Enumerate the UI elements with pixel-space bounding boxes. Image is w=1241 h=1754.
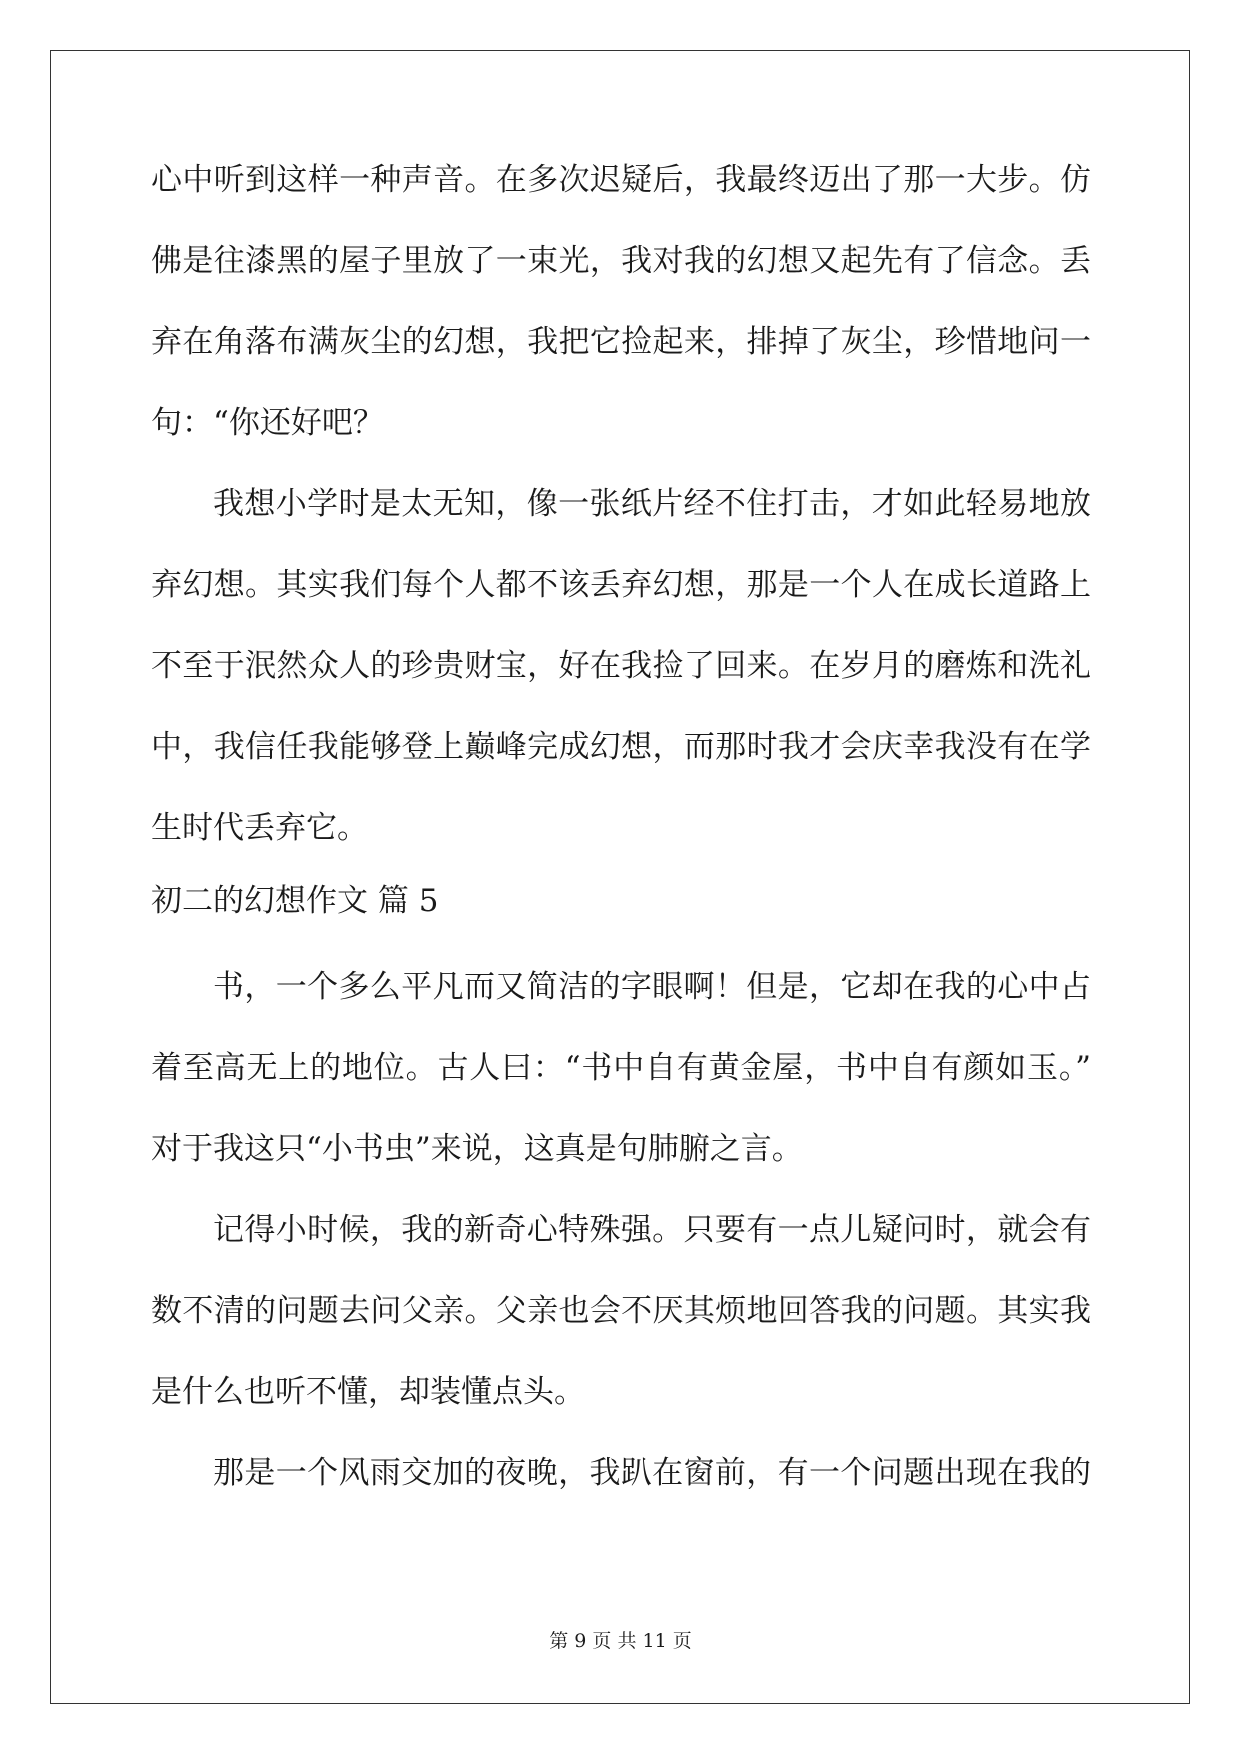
text-line: 着至高无上的地位。古人曰：“书中自有黄金屋，书中自有颜如玉。” (151, 1050, 1091, 1086)
text-line: 数不清的问题去问父亲。父亲也会不厌其烦地回答我的问题。其实我 (151, 1293, 1091, 1329)
text-line: 那是一个风雨交加的夜晚，我趴在窗前，有一个问题出现在我的 (213, 1455, 1091, 1491)
text-line: 对于我这只“小书虫”来说，这真是句肺腑之言。 (151, 1131, 803, 1167)
text-line: 书，一个多么平凡而又简洁的字眼啊！但是，它却在我的心中占 (213, 969, 1091, 1005)
text-line: 我想小学时是太无知，像一张纸片经不住打击，才如此轻易地放 (213, 486, 1091, 522)
page-number-footer: 第 9 页 共 11 页 (549, 1630, 692, 1652)
section-heading: 初二的幻想作文 篇 5 (151, 883, 439, 919)
text-line: 生时代丢弃它。 (151, 810, 368, 846)
text-line: 弃在角落布满灰尘的幻想，我把它捡起来，排掉了灰尘，珍惜地问一 (151, 324, 1091, 360)
text-line: 句：“你还好吧？ (151, 405, 384, 441)
text-line: 不至于泯然众人的珍贵财宝，好在我捡了回来。在岁月的磨炼和洗礼 (151, 648, 1091, 684)
text-line: 记得小时候，我的新奇心特殊强。只要有一点儿疑问时，就会有 (213, 1212, 1091, 1248)
text-line: 心中听到这样一种声音。在多次迟疑后，我最终迈出了那一大步。仿 (151, 162, 1091, 198)
text-line: 是什么也听不懂，却装懂点头。 (151, 1374, 585, 1410)
text-line: 弃幻想。其实我们每个人都不该丢弃幻想，那是一个人在成长道路上 (151, 567, 1091, 603)
text-line: 佛是往漆黑的屋子里放了一束光，我对我的幻想又起先有了信念。丢 (151, 243, 1091, 279)
text-line: 中，我信任我能够登上巅峰完成幻想，而那时我才会庆幸我没有在学 (151, 729, 1091, 765)
document-body (151, 160, 1091, 1534)
